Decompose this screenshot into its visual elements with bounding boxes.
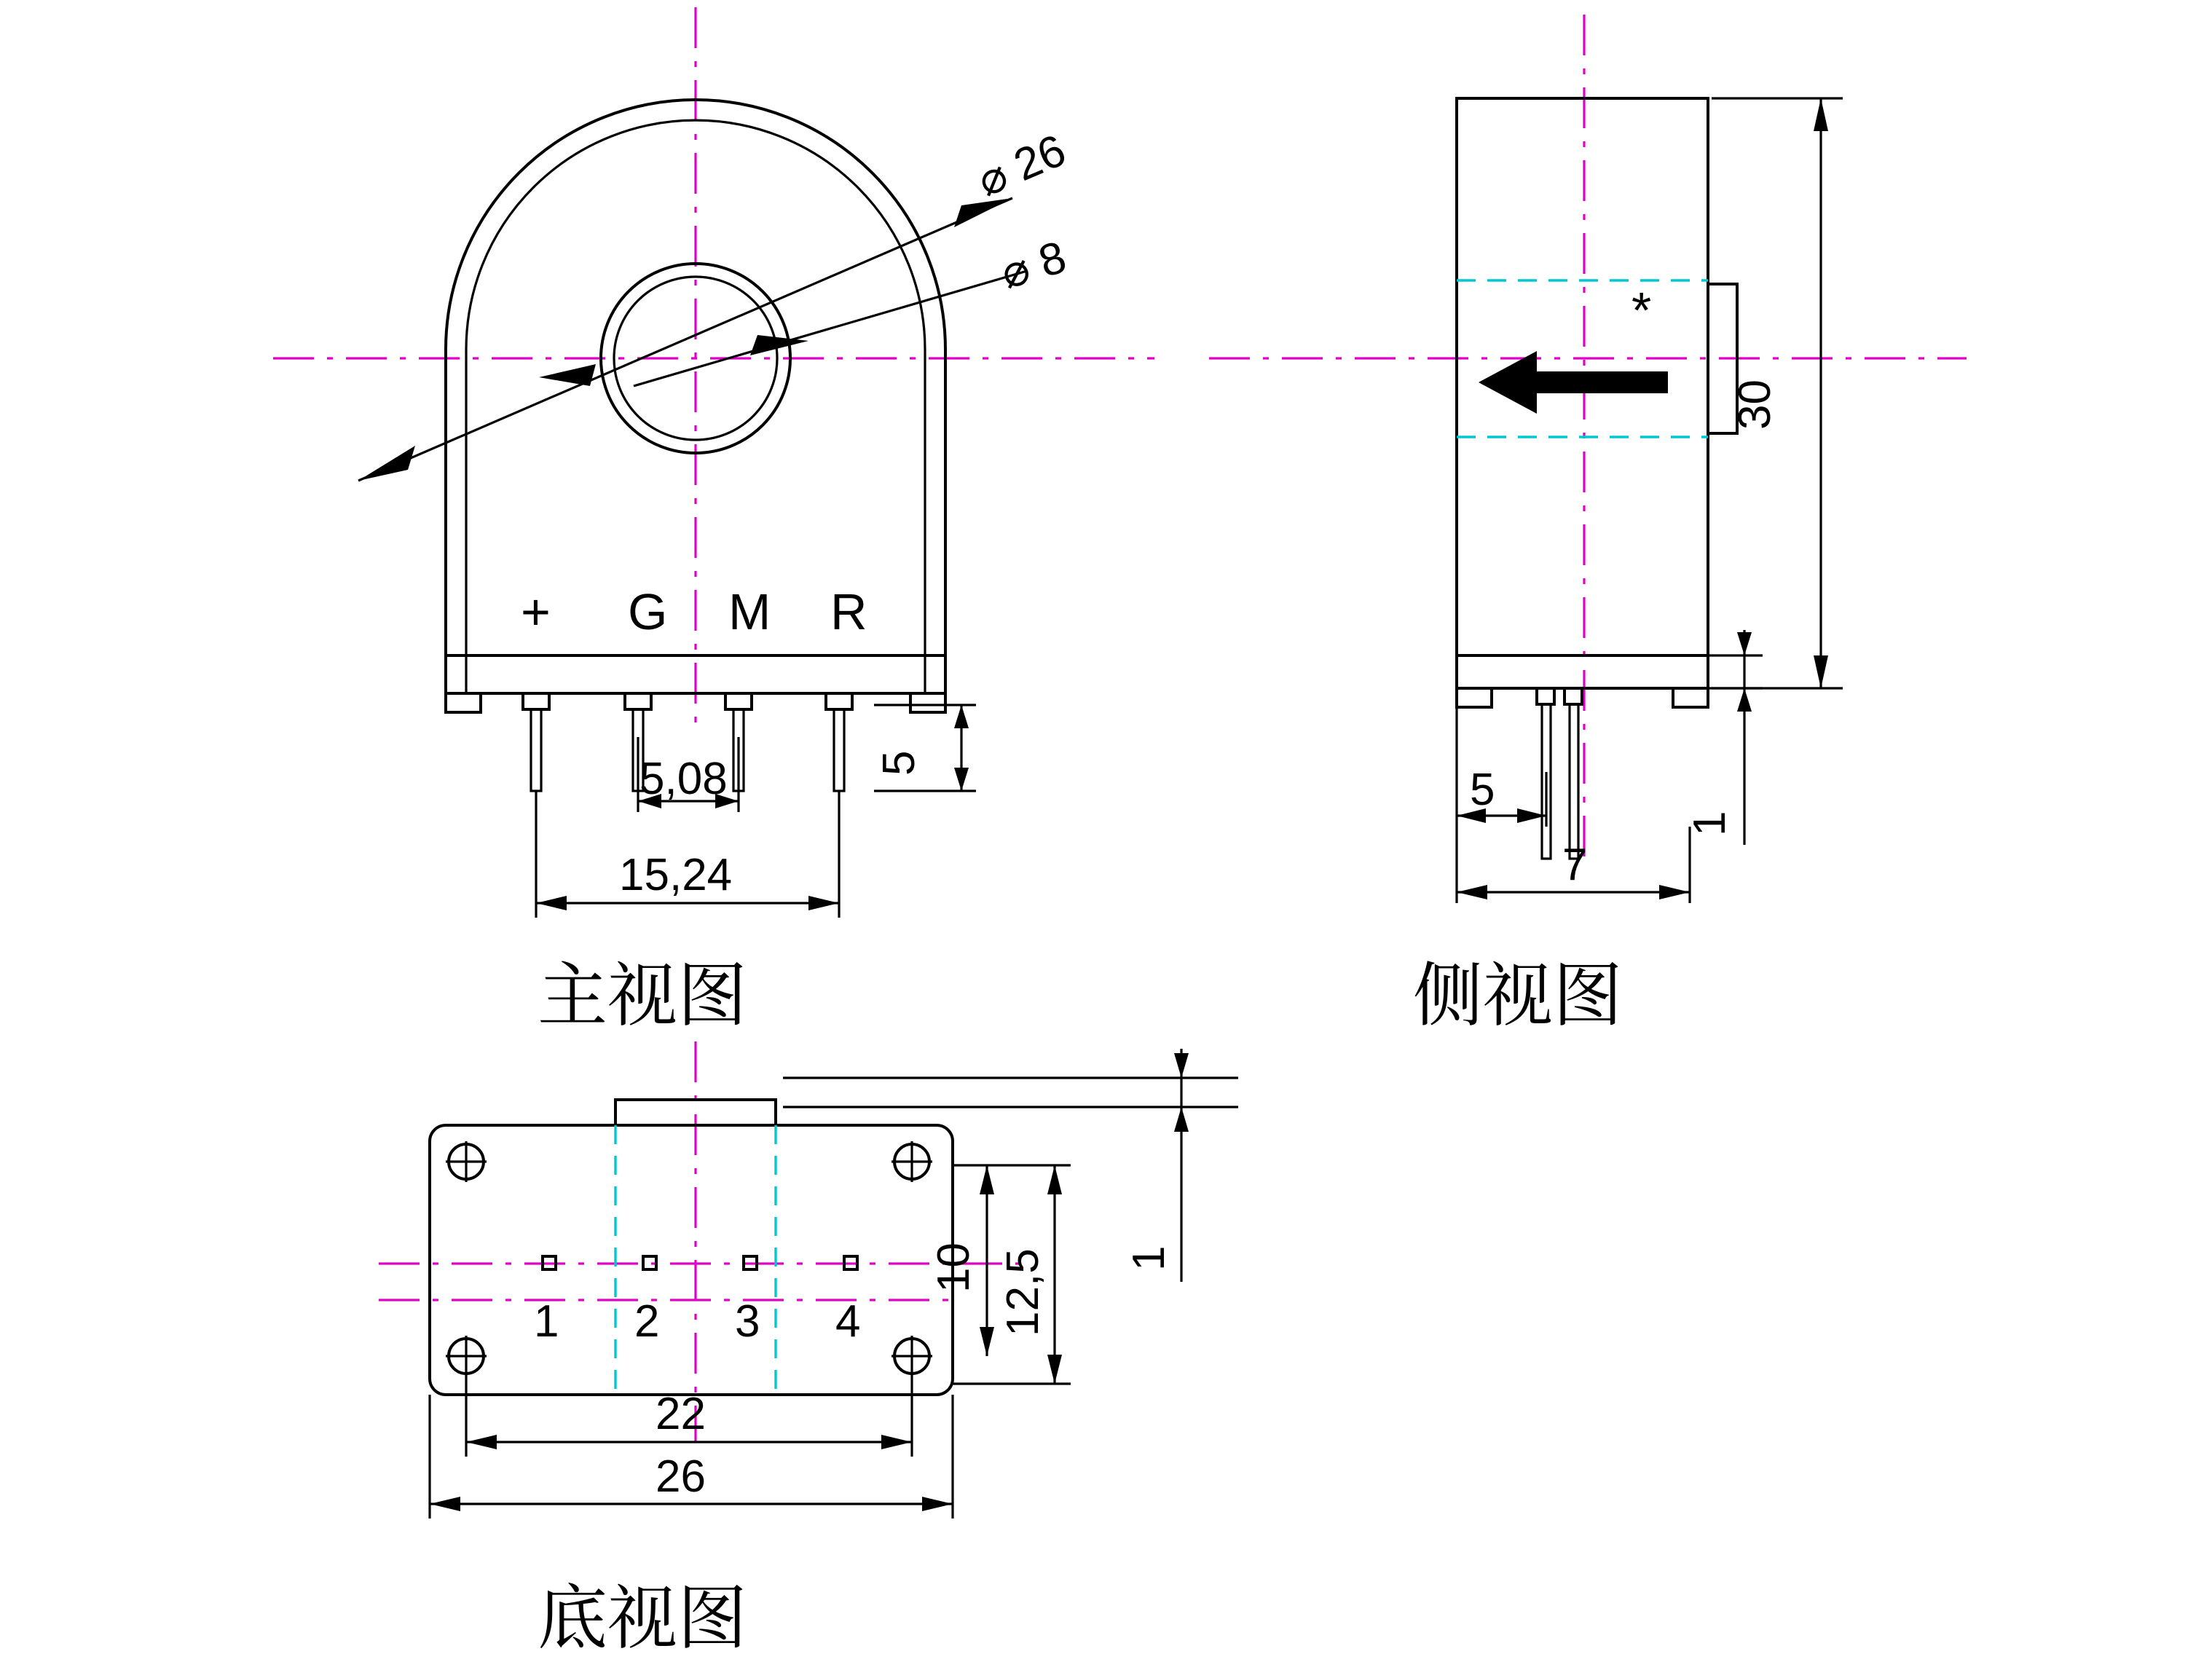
dim-1-side-arrow-bottom	[1737, 688, 1752, 712]
diameter-26-arrowhead-left	[358, 446, 415, 481]
bottom-pin-label-3: 3	[735, 1296, 760, 1347]
side-view-caption: 侧视图	[1413, 955, 1623, 1036]
dim-30-text: 30	[1730, 379, 1780, 430]
dim-5-side-text: 5	[1470, 765, 1495, 815]
dim-10-arrow-bottom	[980, 1327, 994, 1356]
dim-5-arrow-top	[954, 705, 969, 728]
dim-1-bottom-arrow-bottom	[1174, 1107, 1189, 1132]
bottom-view-caption: 底视图	[538, 1577, 747, 1659]
diameter-8-leader	[634, 271, 1027, 386]
dim-1-side-arrow-top	[1737, 632, 1752, 655]
dim-7-arrow-right	[1659, 885, 1690, 899]
terminal-label-plus: +	[521, 583, 551, 640]
dim-1-bottom-text: 1	[1124, 1245, 1174, 1271]
front-pin-collar-4	[826, 693, 852, 709]
dim-1524-arrow-left	[536, 896, 567, 910]
diameter-26-label	[970, 125, 1073, 207]
dim-7-text: 7	[1562, 840, 1588, 890]
bottom-mount-hole-tl	[446, 1141, 487, 1182]
front-view-group	[273, 7, 1154, 1036]
dim-10-text: 10	[929, 1242, 979, 1293]
front-pin-collar-1	[523, 693, 549, 709]
terminal-label-g: G	[628, 583, 668, 640]
front-pin-collar-2	[625, 693, 651, 709]
bottom-mount-hole-tr	[892, 1141, 932, 1182]
diameter-26-arrowhead-right	[954, 198, 1012, 227]
diameter-8-label	[995, 232, 1071, 299]
dim-30-arrow-top	[1814, 98, 1828, 131]
front-pin-1	[531, 709, 541, 791]
side-view-group	[1209, 15, 1967, 1036]
dim-5-arrow-bottom	[954, 768, 969, 791]
terminal-label-r: R	[830, 583, 867, 640]
bottom-pin-label-1: 1	[534, 1296, 559, 1347]
bottom-mount-hole-br	[892, 1336, 932, 1376]
dim-22-arrow-left	[466, 1435, 497, 1449]
terminal-label-m: M	[728, 583, 771, 640]
dim-1524-text: 15,24	[619, 850, 733, 900]
dim-125-arrow-top	[1047, 1165, 1062, 1194]
dim-1-side-text: 1	[1685, 811, 1735, 836]
dim-7-arrow-left	[1457, 885, 1487, 899]
side-foot-right	[1673, 688, 1708, 707]
diameter-8-text: ⌀ 8	[995, 232, 1072, 299]
dim-125-arrow-bottom	[1047, 1355, 1062, 1384]
front-foot-left	[446, 693, 481, 712]
dim-5-text: 5	[874, 750, 924, 776]
dim-22-text: 22	[656, 1389, 706, 1439]
current-direction-arrow	[1479, 351, 1668, 414]
bottom-plate-outline	[430, 1125, 953, 1395]
dim-10-arrow-top	[980, 1165, 994, 1194]
dim-1524-arrow-right	[808, 896, 839, 910]
front-view-caption: 主视图	[538, 955, 747, 1036]
dim-26-text: 26	[656, 1451, 706, 1502]
dim-125-text: 12,5	[998, 1248, 1048, 1336]
dim-26-arrow-left	[430, 1497, 460, 1511]
dim-30-arrow-bottom	[1814, 655, 1828, 688]
bottom-pin-label-4: 4	[835, 1296, 861, 1347]
side-pin-collar-a	[1537, 688, 1554, 704]
dim-1-bottom-arrow-top	[1174, 1053, 1189, 1078]
bottom-pin-label-2: 2	[634, 1296, 660, 1347]
bottom-mount-hole-bl	[446, 1336, 487, 1376]
bottom-view-group	[379, 1041, 1238, 1659]
side-pin-b	[1570, 704, 1578, 859]
dim-22-arrow-right	[881, 1435, 912, 1449]
dim-26-arrow-right	[922, 1497, 953, 1511]
side-foot-left	[1457, 688, 1492, 707]
front-pin-4	[834, 709, 844, 791]
front-foot-right	[910, 693, 945, 712]
side-asterisk-marker: *	[1632, 282, 1652, 339]
side-pin-collar-b	[1564, 688, 1582, 704]
front-pin-collar-3	[725, 693, 752, 709]
diameter-8-arrowhead-left	[539, 364, 596, 386]
diameter-26-text: ⌀ 26	[970, 125, 1073, 207]
dim-508-text: 5,08	[639, 754, 728, 804]
